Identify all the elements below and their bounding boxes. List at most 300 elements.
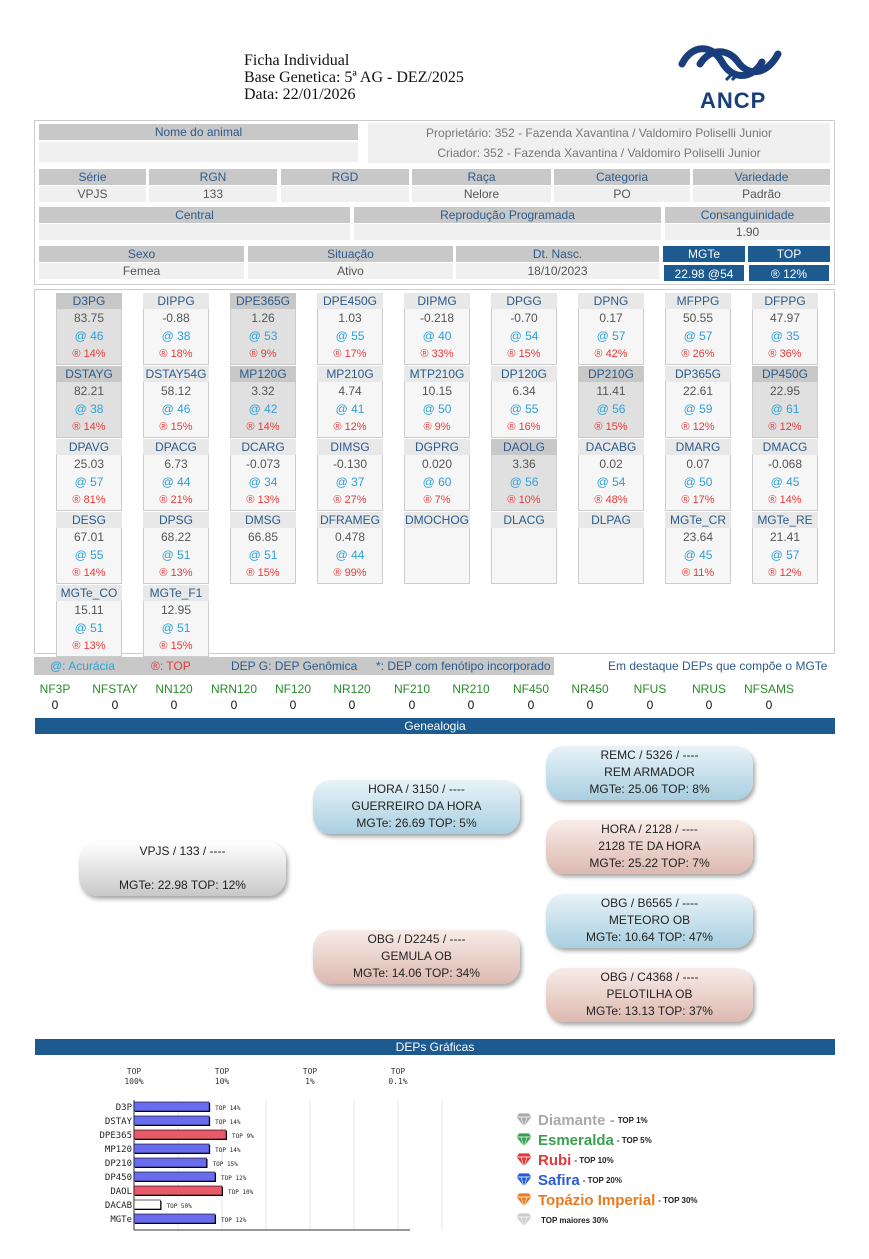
dep-value: -0.068 (767, 457, 803, 471)
dep-value: 4.74 (338, 384, 362, 398)
nf-key: NFSTAY (92, 682, 138, 696)
nf-value: 0 (51, 698, 59, 712)
top-value: ® 12% (748, 264, 830, 282)
dep-name: DFPPG (752, 293, 818, 309)
dep-cell (56, 585, 122, 657)
nf-key: NFUS (633, 682, 667, 696)
dep-top: ® 9% (423, 421, 451, 433)
dep-body (578, 309, 644, 365)
raca-value: Nelore (412, 186, 551, 202)
repro-value (354, 224, 661, 240)
nf-key: NR120 (333, 682, 371, 696)
dep-value (405, 528, 469, 546)
dep-accuracy: @ 51 (161, 548, 191, 562)
dep-body (578, 528, 644, 584)
dep-value: 11.41 (596, 384, 626, 398)
dep-accuracy: @ 53 (248, 329, 278, 343)
genetic-base: Base Genetica: 5ª AG - DEZ/2025 (244, 69, 464, 86)
dep-top: ® 10% (507, 494, 541, 506)
dep-top: ® 12% (768, 421, 802, 433)
dep-top: ® 14% (768, 494, 802, 506)
bar (134, 1186, 222, 1195)
gem-row (515, 1210, 698, 1230)
dep-name: DMSG (230, 512, 296, 528)
dep-accuracy: @ 54 (509, 329, 539, 343)
dep-value: 1.26 (251, 311, 275, 325)
gem-row (515, 1150, 698, 1170)
dep-cell (317, 366, 383, 438)
pai-line2: GUERREIRO DA HORA (351, 799, 482, 813)
dep-name: DP120G (491, 366, 557, 382)
dep-cell (404, 439, 470, 511)
dep-value: 58.12 (160, 384, 192, 398)
dep-accuracy (492, 546, 556, 564)
dep-accuracy: @ 41 (335, 402, 365, 416)
category-label: DACAB (104, 1201, 132, 1211)
animal-line1: VPJS / 133 / ---- (139, 844, 226, 858)
avo-pm-line3: MGTe: 25.22 TOP: 7% (589, 856, 710, 870)
dep-cell (491, 366, 557, 438)
dep-cell (491, 439, 557, 511)
dep-accuracy (579, 546, 643, 564)
dep-accuracy: @ 59 (683, 402, 713, 416)
dep-cell (404, 512, 470, 584)
dep-accuracy: @ 37 (335, 475, 365, 489)
dep-cell (56, 439, 122, 511)
dep-name: DPE450G (317, 293, 383, 309)
nf-key: NR450 (571, 682, 609, 696)
dep-cell (578, 512, 644, 584)
dep-body (404, 455, 470, 511)
avo-pm-line2: 2128 TE DA HORA (598, 839, 701, 853)
dep-body (404, 528, 470, 584)
dep-top: ® 13% (72, 640, 106, 652)
bar (134, 1116, 209, 1125)
dep-name: MTP210G (404, 366, 470, 382)
nf-value: 0 (646, 698, 654, 712)
dep-name: DESG (56, 512, 122, 528)
dep-accuracy: @ 57 (596, 329, 626, 343)
dep-cell (143, 293, 209, 365)
axis-tick-label: 100% (124, 1077, 144, 1086)
nf-key: NR210 (452, 682, 490, 696)
bar-label: TOP 50% (166, 1203, 192, 1210)
consang-label: Consanguinidade (665, 207, 830, 223)
gem-legend (515, 1110, 698, 1230)
dep-name: D3PG (56, 293, 122, 309)
nf-item (263, 681, 323, 713)
nf-item (441, 681, 501, 713)
gem-sub: TOP maiores 30% (541, 1215, 609, 1225)
dep-accuracy: @ 56 (509, 475, 539, 489)
gem-name: Diamante - (538, 1111, 615, 1129)
dep-top: ® 33% (420, 348, 454, 360)
dep-accuracy: @ 38 (74, 402, 104, 416)
dep-value: 15.11 (74, 603, 104, 617)
gem-name: Topázio Imperial (538, 1191, 656, 1209)
mae-line2: GEMULA OB (381, 949, 452, 963)
dep-name: DP210G (578, 366, 644, 382)
dep-body (143, 382, 209, 438)
animal-line3: MGTe: 22.98 TOP: 12% (119, 878, 246, 892)
dep-name: MFPPG (665, 293, 731, 309)
dep-body (404, 309, 470, 365)
nf-value: 0 (467, 698, 475, 712)
dep-name: DIPMG (404, 293, 470, 309)
mae-line3: MGTe: 14.06 TOP: 34% (353, 966, 480, 980)
dep-body (404, 382, 470, 438)
dep-name: DIMSG (317, 439, 383, 455)
dep-name: DSTAYG (56, 366, 122, 382)
bar (134, 1102, 209, 1111)
legend-fenotipo: *: DEP com fenótipo incorporado (376, 659, 551, 673)
dep-cell (665, 366, 731, 438)
avo-pp-line1: REMC / 5326 / ---- (600, 748, 699, 762)
dep-body (491, 455, 557, 511)
report-header (244, 52, 464, 103)
dep-cell (143, 439, 209, 511)
dep-cell (56, 512, 122, 584)
nf-item (85, 681, 145, 713)
mgte-label: MGTe (663, 246, 745, 262)
dep-name: DMACG (752, 439, 818, 455)
dep-value: -0.130 (332, 457, 368, 471)
bar-label: TOP 14% (215, 1147, 241, 1154)
dep-top: ® 16% (507, 421, 541, 433)
dep-top: ® 42% (594, 348, 628, 360)
dep-cell (56, 293, 122, 365)
bar (134, 1158, 207, 1167)
mae-line1: OBG / D2245 / ---- (367, 932, 466, 946)
dep-accuracy: @ 55 (509, 402, 539, 416)
nf-item (25, 681, 85, 713)
report-date: Data: 22/01/2026 (244, 86, 356, 103)
dep-name: DPSG (143, 512, 209, 528)
dep-cell (665, 512, 731, 584)
dep-top: ® 99% (333, 567, 367, 579)
pai-line1: HORA / 3150 / ---- (368, 782, 465, 796)
dep-value: -0.073 (245, 457, 281, 471)
dep-value: 12.95 (160, 603, 192, 617)
dep-value: 68.22 (160, 530, 192, 544)
dep-name: DIPPG (143, 293, 209, 309)
dep-top: ® 27% (333, 494, 367, 506)
bar (134, 1130, 226, 1139)
bar (134, 1144, 209, 1153)
legend-dep-g: DEP G: DEP Genômica (231, 659, 358, 673)
dep-cell (317, 293, 383, 365)
nf-item (501, 681, 561, 713)
rgd-label: RGD (281, 169, 409, 185)
dep-accuracy (405, 546, 469, 564)
situacao-label: Situação (248, 246, 453, 262)
dep-accuracy: @ 61 (770, 402, 800, 416)
dep-accuracy: @ 35 (770, 329, 800, 343)
dep-top: ® 15% (507, 348, 541, 360)
rgd-value (281, 186, 409, 202)
dep-value: 1.03 (338, 311, 362, 325)
category-label: DP210 (104, 1159, 132, 1169)
gem-row (515, 1110, 698, 1130)
dep-accuracy: @ 45 (683, 548, 713, 562)
dep-name: MP120G (230, 366, 296, 382)
dep-top: ® 18% (159, 348, 193, 360)
rgn-label: RGN (149, 169, 277, 185)
bar-label: TOP 12% (221, 1217, 247, 1224)
dep-top: ® 81% (72, 494, 106, 506)
dep-name: DMARG (665, 439, 731, 455)
dep-name: MGTe_CR (665, 512, 731, 528)
nf-key: NRUS (691, 682, 726, 696)
animal-line2 (79, 860, 286, 877)
nf-value: 0 (289, 698, 297, 712)
criador: Criador: 352 - Fazenda Xavantina / Valdomiro Poliselli Junior (437, 146, 761, 160)
dep-top (492, 564, 556, 582)
pedigree-pai (313, 780, 520, 834)
dep-value (492, 528, 556, 546)
dep-value: -0.218 (419, 311, 455, 325)
proprietario: Proprietário: 352 - Fazenda Xavantina / Valdomiro Poliselli Junior (426, 126, 772, 140)
dep-top: ® 26% (681, 348, 715, 360)
gem-icon (515, 1212, 533, 1228)
dep-value (579, 528, 643, 546)
dep-accuracy: @ 42 (248, 402, 278, 416)
dep-top: ® 14% (246, 421, 280, 433)
nf-value: 0 (170, 698, 178, 712)
dep-cell (752, 293, 818, 365)
dep-cell (404, 366, 470, 438)
bar (134, 1200, 160, 1209)
dep-accuracy: @ 34 (248, 475, 278, 489)
dep-name: DP450G (752, 366, 818, 382)
dep-value: 3.36 (512, 457, 536, 471)
axis-tick-label: 1% (305, 1077, 315, 1086)
dep-accuracy: @ 56 (596, 402, 626, 416)
nf-item (560, 681, 620, 713)
variedade-value: Padrão (693, 186, 830, 202)
nome-label: Nome do animal (39, 124, 358, 140)
dep-top: ® 15% (159, 640, 193, 652)
gem-row (515, 1190, 698, 1210)
central-value (39, 224, 350, 240)
central-label: Central (39, 207, 350, 223)
nf-key: NF120 (274, 682, 312, 696)
gem-row (515, 1170, 698, 1190)
dep-name: DACABG (578, 439, 644, 455)
dep-top: ® 15% (594, 421, 628, 433)
bar-label: TOP 14% (215, 1105, 241, 1112)
dep-cell (578, 366, 644, 438)
dep-value: 23.64 (682, 530, 714, 544)
dep-cell (491, 512, 557, 584)
dep-value: 25.03 (73, 457, 105, 471)
owner-box (368, 123, 830, 163)
dep-accuracy: @ 38 (161, 329, 191, 343)
nf-item (204, 681, 264, 713)
dep-cell (143, 366, 209, 438)
dep-body (230, 455, 296, 511)
dep-cell (317, 439, 383, 511)
avo-mp-line3: MGTe: 10.64 TOP: 47% (586, 930, 713, 944)
dep-cell (752, 439, 818, 511)
dep-top: ® 12% (768, 567, 802, 579)
dep-value: 66.85 (247, 530, 279, 544)
gem-name: Safira (538, 1171, 580, 1189)
gem-sub: - TOP 30% (658, 1195, 698, 1205)
dep-accuracy: @ 55 (335, 329, 365, 343)
logo-text: ANCP (700, 88, 767, 113)
legend-destaque: Em destaque DEPs que compõe o MGTe (608, 659, 828, 673)
dep-accuracy: @ 46 (161, 402, 191, 416)
top-label: TOP (748, 246, 830, 262)
pedigree-avo-pp (546, 746, 753, 800)
nf-key: NN120 (155, 682, 193, 696)
dep-accuracy: @ 44 (335, 548, 365, 562)
dep-accuracy: @ 57 (683, 329, 713, 343)
dep-name: MGTe_F1 (143, 585, 209, 601)
bar-label: TOP 9% (232, 1133, 254, 1140)
dep-top: ® 48% (594, 494, 628, 506)
dep-accuracy: @ 51 (161, 621, 191, 635)
dep-body (317, 309, 383, 365)
dep-body (56, 601, 122, 657)
dep-top: ® 14% (72, 348, 106, 360)
nf-value: 0 (527, 698, 535, 712)
consang-value: 1.90 (665, 224, 830, 240)
dep-cell (491, 293, 557, 365)
situacao-value: Ativo (248, 263, 453, 279)
dep-value: 0.07 (686, 457, 710, 471)
dep-body (752, 309, 818, 365)
serie-label: Série (39, 169, 146, 185)
dep-cell (578, 439, 644, 511)
dep-accuracy: @ 55 (74, 548, 104, 562)
dep-cell (230, 439, 296, 511)
dep-cell (230, 293, 296, 365)
category-label: DP450 (104, 1173, 132, 1183)
dep-body (578, 382, 644, 438)
gem-sub: - TOP 20% (582, 1175, 622, 1185)
dep-body (56, 455, 122, 511)
category-label: MP120 (104, 1145, 132, 1155)
dep-body (665, 528, 731, 584)
raca-label: Raça (412, 169, 551, 185)
bar-label: TOP 15% (212, 1161, 238, 1168)
avo-mm-line2: PELOTILHA OB (606, 987, 693, 1001)
dep-value: 0.478 (334, 530, 366, 544)
bar (134, 1172, 215, 1181)
dep-body (491, 528, 557, 584)
dep-top: ® 14% (72, 421, 106, 433)
dep-name: DCARG (230, 439, 296, 455)
dep-top: ® 21% (159, 494, 193, 506)
nf-key: NFSAMS (743, 682, 794, 696)
dep-name: DGPRG (404, 439, 470, 455)
report-title: Ficha Individual (244, 52, 350, 69)
dep-value: 22.61 (682, 384, 714, 398)
dep-cell (404, 293, 470, 365)
dep-top: ® 7% (423, 494, 451, 506)
dep-top: ® 36% (768, 348, 802, 360)
dep-accuracy: @ 50 (422, 402, 452, 416)
dep-body (56, 382, 122, 438)
gem-icon (515, 1172, 533, 1188)
legend-acuracia: @: Acurácia (50, 659, 115, 673)
nf-key: NF3P (39, 682, 71, 696)
sexo-label: Sexo (39, 246, 244, 262)
nf-value: 0 (705, 698, 713, 712)
dep-name: DPE365G (230, 293, 296, 309)
dep-value: 22.95 (769, 384, 801, 398)
dep-body (143, 309, 209, 365)
dep-accuracy: @ 54 (596, 475, 626, 489)
genealogia-title: Genealogia (35, 718, 835, 734)
dep-name: DMOCHOG (405, 513, 469, 527)
avo-pm-line1: HORA / 2128 / ---- (601, 822, 698, 836)
dep-name: DLACG (491, 512, 557, 528)
dep-top: ® 13% (159, 567, 193, 579)
dep-value: 6.34 (512, 384, 536, 398)
dep-value: 0.020 (421, 457, 453, 471)
nf-value: 0 (586, 698, 594, 712)
dep-name: DAOLG (491, 439, 557, 455)
pedigree-mae (313, 930, 520, 984)
dep-body (143, 455, 209, 511)
dep-body (752, 382, 818, 438)
dep-body (317, 455, 383, 511)
dep-accuracy: @ 50 (683, 475, 713, 489)
dep-value: 83.75 (73, 311, 105, 325)
dep-accuracy: @ 40 (422, 329, 452, 343)
dep-name: DPACG (143, 439, 209, 455)
dep-accuracy: @ 60 (422, 475, 452, 489)
dep-value: 21.41 (769, 530, 801, 544)
dep-accuracy: @ 44 (161, 475, 191, 489)
dep-top: ® 15% (246, 567, 280, 579)
bar-label: TOP 12% (221, 1175, 247, 1182)
dep-top (405, 564, 469, 582)
gem-sub: - TOP 10% (574, 1155, 614, 1165)
axis-tick-label: 10% (214, 1077, 230, 1086)
nf-item (382, 681, 442, 713)
pedigree-avo-pm (546, 820, 753, 874)
dep-cell (578, 293, 644, 365)
gem-icon (515, 1112, 533, 1128)
pedigree-avo-mm (546, 968, 753, 1022)
nf-item (679, 681, 739, 713)
avo-pp-line3: MGTe: 25.06 TOP: 8% (589, 782, 710, 796)
axis-tick-label: TOP (214, 1067, 230, 1076)
category-label: DAOL (110, 1187, 132, 1197)
dep-legend (34, 657, 835, 675)
dep-body (665, 455, 731, 511)
dep-body (491, 382, 557, 438)
pedigree-animal (79, 842, 286, 896)
nf-item (739, 681, 799, 713)
pai-line3: MGTe: 26.69 TOP: 5% (356, 816, 477, 830)
dep-cell (665, 293, 731, 365)
dep-cell (752, 512, 818, 584)
dep-body (230, 528, 296, 584)
dep-name: DLPAG (578, 512, 644, 528)
dep-value: 50.55 (682, 311, 714, 325)
dep-top: ® 12% (333, 421, 367, 433)
dep-name: MGTe_RE (752, 512, 818, 528)
dep-body (752, 455, 818, 511)
dep-body (143, 528, 209, 584)
dep-value: 82.21 (73, 384, 105, 398)
nf-item (620, 681, 680, 713)
